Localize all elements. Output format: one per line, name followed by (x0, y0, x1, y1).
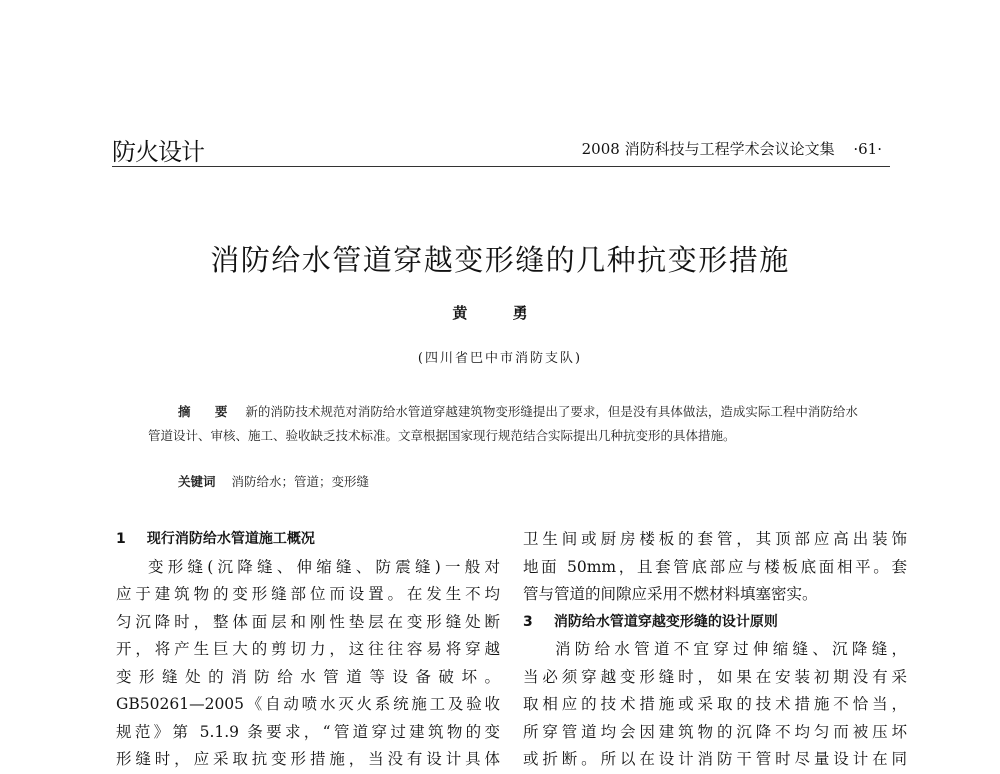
heading-text: 现行消防给水管道施工概况 (146, 531, 315, 547)
paragraph-line: 变形缝处的消防给水管道等设备破坏。 (116, 667, 500, 686)
page-header (112, 130, 890, 167)
keywords-text: 消防给水；管道；变形缝 (231, 474, 370, 489)
author: 黄 勇 (452, 304, 548, 322)
abstract-label: 摘 要 (178, 404, 238, 419)
paragraph-line: 消防给水管道不宜穿过伸缩缝、沉降缝， (555, 640, 907, 658)
article-title: 消防给水管道穿越变形缝的几种抗变形措施 (210, 243, 790, 277)
heading-text: 消防给水管道穿越变形缝的设计原则 (553, 613, 778, 630)
affiliation: (四川省巴中市消防支队) (417, 351, 583, 366)
keywords (178, 472, 369, 490)
paragraph-line: 匀沉降时，整体面层和刚性垫层在变形缝处断 (116, 612, 500, 631)
paragraph-line: 开，将产生巨大的剪切力，这往往容易将穿越 (116, 640, 500, 658)
section-name: 防火设计 (112, 138, 204, 166)
abstract-text: 新的消防技术规范对消防给水管道穿越建筑物变形缝提出了要求，但是没有具体做法，造成实际工程中消防给水管道设计、审核、施工、验收缺乏技术标准。文章根据国家现行规范结合实际提出几种抗变形的具体措施。 (148, 404, 858, 443)
paragraph-line: 取相应的技术措施或采取的技术措施不恰当， (523, 695, 907, 713)
left-column (116, 526, 500, 774)
page-number: ·61· (853, 140, 882, 158)
heading-number: 3 (523, 613, 533, 630)
paragraph-line: 规范》第 5.1.9 条要求，“管道穿过建筑物的变 (116, 722, 500, 741)
paragraph-line: 当必须穿越变形缝时，如果在安装初期没有采 (523, 667, 907, 686)
section-heading-3 (523, 609, 907, 637)
paragraph-line: 应于建筑物的变形缝部位而设置。在发生不均 (116, 585, 500, 603)
journal-name: 2008 消防科技与工程学术会议论文集 (581, 140, 835, 158)
paragraph-line: 卫生间或厨房楼板的套管，其顶部应高出装饰 (523, 530, 907, 548)
paragraph-line: GB50261—2005《自动喷水灭火系统施工及验收 (116, 695, 500, 713)
right-column (523, 526, 907, 774)
journal-info (582, 138, 882, 159)
paragraph-line: 或折断。所以在设计消防干管时尽量设计在同 (523, 750, 907, 768)
abstract (148, 400, 858, 448)
section-heading-1 (116, 526, 500, 554)
paragraph-line: 所穿管道均会因建筑物的沉降不均匀而被压坏 (523, 722, 907, 741)
keywords-label: 关键词 (178, 474, 216, 489)
heading-number: 1 (116, 531, 126, 547)
paragraph-line: 形缝时，应采取抗变形措施，当没有设计具体 (116, 750, 500, 768)
paragraph-line: 管与管道的间隙应采用不燃材料填塞密实。 (523, 585, 818, 603)
paragraph-line: 变形缝(沉降缝、伸缩缝、防震缝)一般对 (148, 557, 500, 576)
paragraph-line: 地面 50mm，且套管底部应与楼板底面相平。套 (523, 557, 907, 576)
